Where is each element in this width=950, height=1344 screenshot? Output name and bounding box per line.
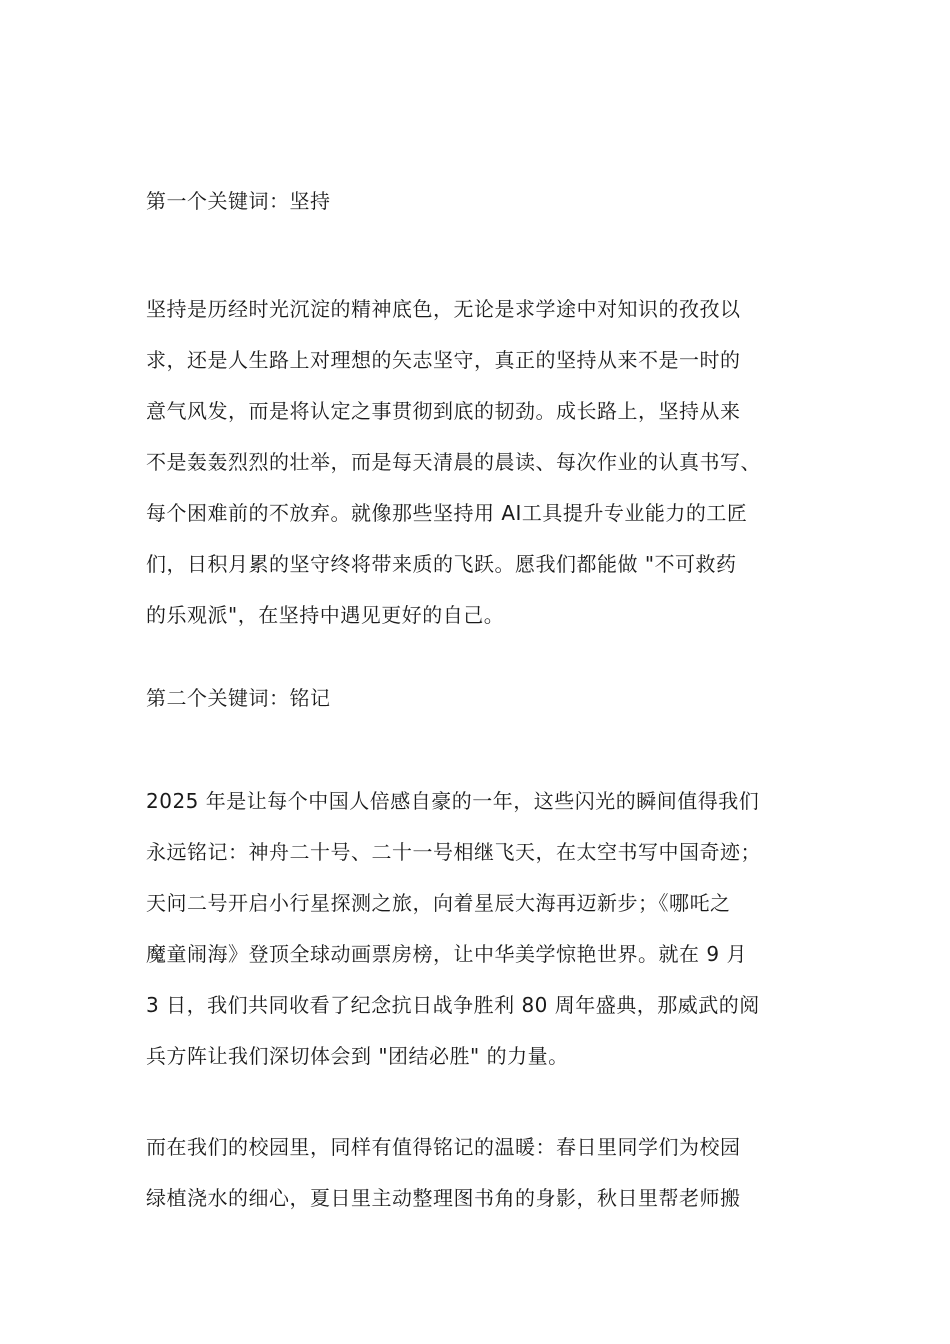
text-line: 2025 年是让每个中国人倍感自豪的一年，这些闪光的瞬间值得我们 — [146, 789, 760, 813]
text-line: 求，还是人生路上对理想的矢志坚守，真正的坚持从来不是一时的 — [146, 348, 741, 372]
text-line: 绿植浇水的细心，夏日里主动整理图书角的身影，秋日里帮老师搬 — [146, 1186, 741, 1210]
section-heading-persistence: 第一个关键词：坚持 — [146, 189, 331, 213]
text-line: 坚持是历经时光沉淀的精神底色，无论是求学途中对知识的孜孜以 — [146, 297, 741, 321]
paragraph-remember — [146, 776, 826, 1082]
text-line: 3 日，我们共同收看了纪念抗日战争胜利 80 周年盛典，那威武的阅 — [146, 993, 760, 1017]
text-line: 永远铭记：神舟二十号、二十一号相继飞天，在太空书写中国奇迹； — [146, 840, 761, 864]
section-heading-remember: 第二个关键词：铭记 — [146, 686, 331, 710]
text-line: 天问二号开启小行星探测之旅，向着星辰大海再迈新步；《哪吒之 — [146, 891, 731, 915]
text-line: 而在我们的校园里，同样有值得铭记的温暖：春日里同学们为校园 — [146, 1135, 741, 1159]
text-line: 不是轰轰烈烈的壮举，而是每天清晨的晨读、每次作业的认真书写、 — [146, 450, 761, 474]
paragraph-persistence — [146, 284, 826, 641]
paragraph-campus — [146, 1122, 826, 1224]
text-line: 意气风发，而是将认定之事贯彻到底的韧劲。成长路上，坚持从来 — [146, 399, 741, 423]
text-line: 魔童闹海》登顶全球动画票房榜，让中华美学惊艳世界。就在 9 月 — [146, 942, 747, 966]
text-line: 们，日积月累的坚守终将带来质的飞跃。愿我们都能做 "不可救药 — [146, 552, 737, 576]
text-line: 的乐观派"，在坚持中遇见更好的自己。 — [146, 603, 505, 627]
text-line: 兵方阵让我们深切体会到 "团结必胜" 的力量。 — [146, 1044, 569, 1068]
text-line: 每个困难前的不放弃。就像那些坚持用 AI工具提升专业能力的工匠 — [146, 501, 748, 525]
